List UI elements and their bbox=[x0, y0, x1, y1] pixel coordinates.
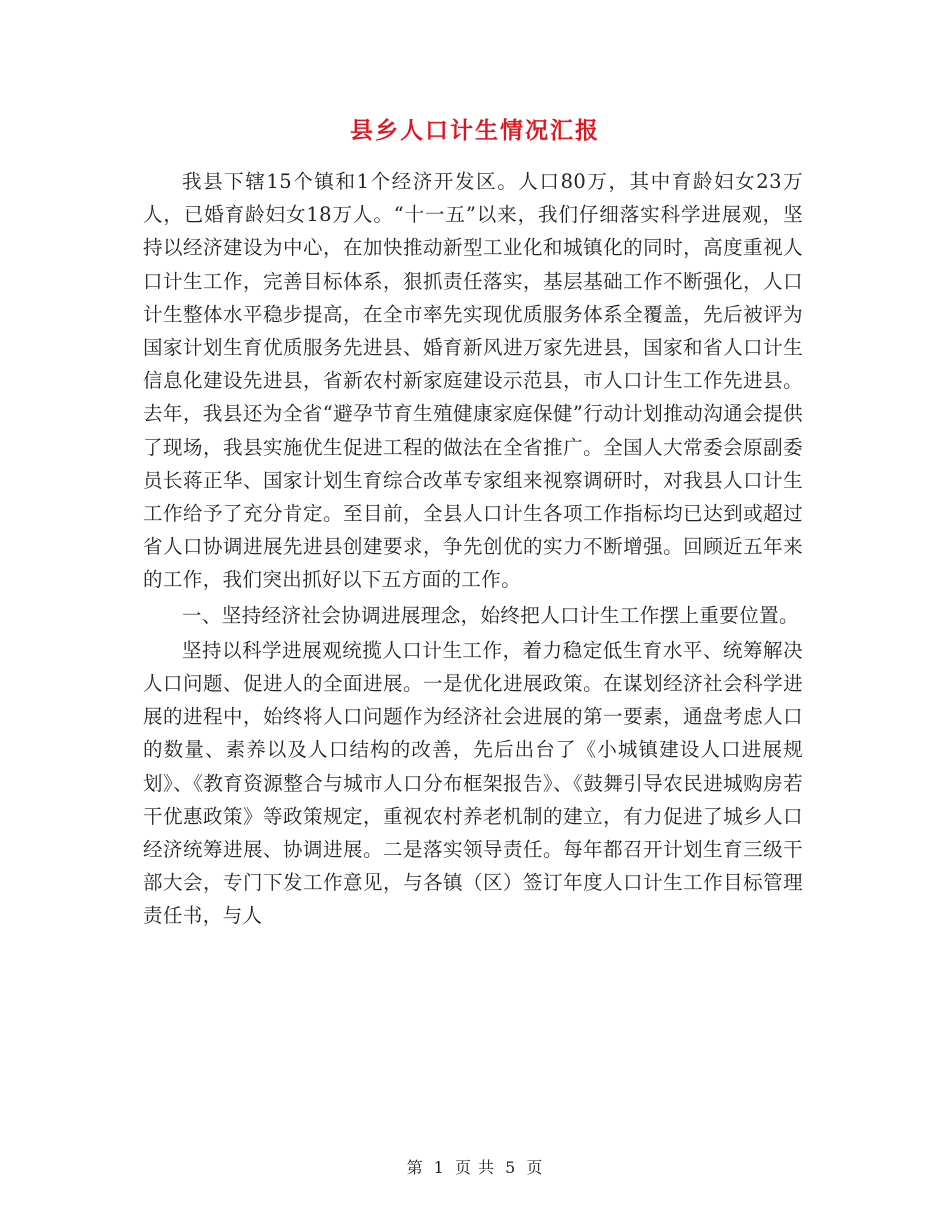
page-footer bbox=[0, 1155, 950, 1178]
paragraph-policy: 坚持以科学进展观统揽人口计生工作，着力稳定低生育水平、统筹解决人口问题、促进人的全面进展。一是优化进展政策。在谋划经济社会科学进展的进程中，始终将人口问题作为经济社会进展的第一要素，通盘考虑人口的数量、素养以及人口结构的改善，先后出台了《小城镇建设人口进展规划》、《教育资源整合与城市人口分布框架报告》、《鼓舞引导农民进城购房若干优惠政策》等政策规定，重视农村养老机制的建立，有力促进了城乡人口经济统筹进展、协调进展。二是落实领导责任。每年都召开计划生育三级干部大会，专门下发工作意见，与各镇（区）签订年度人口计生工作目标管理责任书，与人 bbox=[143, 638, 803, 928]
document-title: 县乡人口计生情况汇报 bbox=[350, 118, 600, 144]
paragraph-intro: 我县下辖15个镇和1个经济开发区。人口80万，其中育龄妇女23万人，已婚育龄妇女18万人。“十一五”以来，我们仔细落实科学进展观，坚持以经济建设为中心，在加快推动新型工业化和城镇化的同时，高度重视人口计生工作，完善目标体系，狠抓责任落实，基层基础工作不断强化，人口计生整体水平稳步提高，在全市率先实现优质服务体系全覆盖，先后被评为国家计划生育优质服务先进县、婚育新风进万家先进县，国家和省人口计生信息化建设先进县，省新农村新家庭建设示范县，市人口计生工作先进县。去年，我县还为全省“避孕节育生殖健康家庭保健”行动计划推动沟通会提供了现场，我县实施优生促进工程的做法在全省推广。全国人大常委会原副委员长蒋正华、国家计划生育综合改革专家组来视察调研时，对我县人口计生工作给予了充分肯定。至目前，全县人口计生各项工作指标均已达到或超过省人口协调进展先进县创建要求，争先创优的实力不断增强。回顾近五年来的工作，我们突出抓好以下五方面的工作。 bbox=[143, 170, 803, 592]
footer-mid: 页 共 bbox=[454, 1158, 496, 1177]
footer-page-number: 1 bbox=[433, 1158, 445, 1177]
document-body bbox=[143, 165, 803, 933]
footer-prefix: 第 bbox=[406, 1158, 424, 1177]
paragraph-section-heading: 一、坚持经济社会协调进展理念，始终把人口计生工作摆上重要位置。 bbox=[182, 603, 799, 627]
footer-suffix: 页 bbox=[526, 1158, 544, 1177]
footer-page-total: 5 bbox=[505, 1158, 517, 1177]
